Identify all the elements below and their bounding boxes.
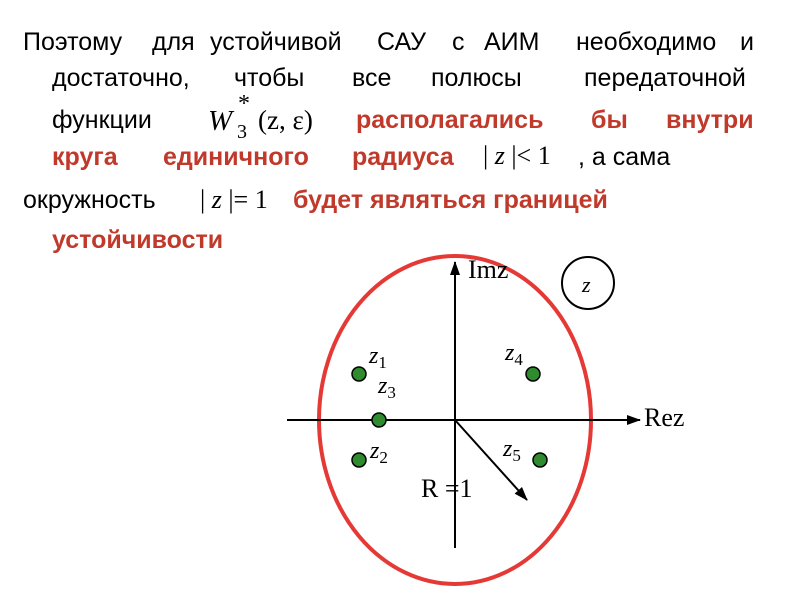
- word: САУ: [377, 28, 426, 56]
- formula-rest: |= 1: [228, 185, 268, 214]
- highlight-word: радиуса: [352, 143, 454, 171]
- highlight-word: бы: [591, 106, 628, 134]
- pole-z2: [352, 453, 366, 467]
- pole-label-z4: $z_4$: [505, 340, 523, 369]
- pole-z3: [372, 413, 386, 427]
- pole-label-z1: $z_1$: [369, 343, 387, 372]
- word: полюсы: [431, 64, 522, 92]
- word: АИМ: [484, 28, 540, 56]
- pole-z5: [533, 453, 547, 467]
- pole-label-z3: $z_3$: [378, 373, 396, 402]
- pole-label-z5: $z_5$: [503, 436, 521, 465]
- word: с: [452, 28, 465, 56]
- pole-z1: [352, 367, 366, 381]
- highlight-phrase: будет являться границей: [293, 186, 608, 214]
- formula-arguments: (z, ε): [258, 105, 313, 135]
- pole-z4: [526, 367, 540, 381]
- word: устойчивой: [210, 28, 342, 56]
- radius-label: R =1: [421, 474, 473, 503]
- imaginary-axis-label: Imz: [468, 255, 509, 284]
- highlight-word: единичного: [163, 143, 309, 171]
- word: передаточной: [584, 64, 746, 92]
- formula-superscript: *: [238, 91, 250, 117]
- formula-w: W: [208, 105, 233, 137]
- highlight-word: располагались: [356, 106, 544, 134]
- formula-z: z: [494, 141, 505, 170]
- formula-bar: |: [200, 185, 206, 214]
- highlight-word: устойчивости: [52, 226, 224, 254]
- z-plane-badge-label: z: [582, 272, 591, 297]
- formula-z: z: [211, 185, 222, 214]
- pole-label-z2: $z_2$: [370, 438, 388, 467]
- word: достаточно,: [52, 64, 190, 92]
- word: функции: [52, 106, 152, 134]
- word: и: [740, 28, 754, 56]
- word: Поэтому: [23, 28, 123, 56]
- word: все: [352, 64, 392, 92]
- real-axis-label: Rez: [644, 403, 685, 432]
- word: чтобы: [234, 64, 305, 92]
- word: для: [152, 28, 195, 56]
- word: , а сама: [578, 143, 671, 171]
- highlight-word: внутри: [666, 106, 754, 134]
- word: необходимо: [576, 28, 717, 56]
- word: окружность: [23, 186, 156, 214]
- formula-subscript: 3: [237, 121, 247, 143]
- highlight-word: круга: [52, 143, 118, 171]
- formula-bar: |: [483, 141, 489, 170]
- formula-rest: |< 1: [511, 141, 551, 170]
